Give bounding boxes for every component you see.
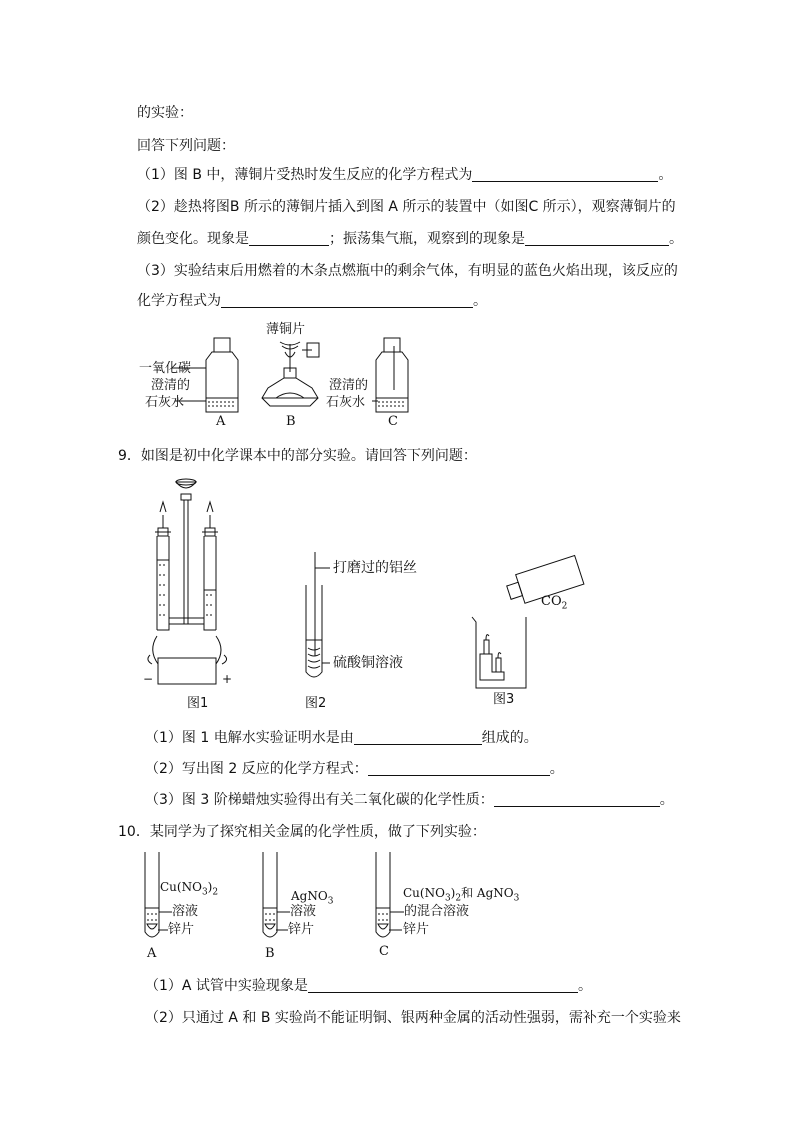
label-aluminum-wire: 打磨过的铝丝: [333, 560, 417, 576]
q8-part2-end: 。: [669, 231, 683, 247]
a-sol-tail: ): [207, 880, 213, 894]
c-sol-sub3: 3: [513, 893, 520, 904]
q8-intro-tail: 的实验：: [137, 105, 193, 121]
caption-fig2: 图2: [305, 696, 327, 711]
q10-part1-answer-blank[interactable]: [308, 978, 578, 993]
q9-part1-text: （1）图 1 电解水实验证明水是由: [145, 730, 354, 746]
q9-part1-end: 组成的。: [481, 730, 538, 746]
label-carbon-monoxide: 一氧化碳: [139, 361, 192, 376]
caption-b: B: [286, 414, 296, 429]
caption-tube-b: B: [265, 946, 275, 961]
label-lime-a-2: 石灰水: [145, 395, 185, 410]
label-copper-sheet: 薄铜片: [266, 322, 306, 337]
caption-a: A: [216, 414, 226, 429]
a-sol-sub: 3: [201, 887, 208, 898]
q10-part1-end: 。: [577, 978, 592, 994]
q8-part2-text: 颜色变化。现象是: [137, 231, 249, 247]
c-sol-tail: ): [450, 886, 456, 900]
label-copper-sulfate: 硫酸铜溶液: [333, 655, 403, 671]
q8-part3-text: 化学方程式为: [137, 293, 221, 309]
label-lime-c-2: 石灰水: [326, 395, 366, 410]
label-a-solution-word: 溶液: [172, 904, 199, 919]
label-b-solution-word: 溶液: [290, 904, 317, 919]
c-sol-sub: 3: [444, 893, 451, 904]
minus-sign: −: [143, 672, 154, 686]
c-sol-text: Cu(NO: [403, 886, 445, 900]
b-sol-text: AgNO: [291, 889, 328, 903]
q9-title: 9．如图是初中化学课本中的部分实验。请回答下列问题：: [118, 448, 477, 464]
plus-sign: +: [222, 672, 233, 686]
q10-part1-text: （1）A 试管中实验现象是: [145, 978, 308, 994]
q8-prompt: 回答下列问题：: [137, 138, 235, 154]
q10-part2: （2）只通过 A 和 B 实验尚不能证明铜、银两种金属的活动性强弱，需补充一个实验来: [145, 1010, 681, 1026]
q8-part3-line1: （3）实验结束后用燃着的木条点燃瓶中的剩余气体，有明显的蓝色火焰出现，该反应的: [137, 263, 678, 279]
caption-fig3: 图3: [493, 692, 515, 707]
a-sol-text: Cu(NO: [160, 880, 202, 894]
q9-part2-text: （2）写出图 2 反应的化学方程式：: [145, 761, 368, 777]
co2-sub: 2: [561, 601, 568, 612]
label-b-zinc: 锌片: [288, 922, 315, 937]
tube-b: [263, 852, 290, 937]
a-sol-sub2: 2: [212, 887, 219, 898]
label-lime-a-1: 澄清的: [151, 378, 191, 393]
label-a-zinc: 锌片: [168, 922, 195, 937]
q9-part3-end: 。: [659, 792, 674, 808]
q9-part2-end: 。: [549, 761, 564, 777]
q8-part3-end: 。: [473, 293, 487, 309]
q8-part2-line1: （2）趁热将图B 所示的薄铜片插入到图 A 所示的装置中（如图C 所示），观察薄铜片的: [137, 199, 676, 215]
label-c-solution-word: 的混合溶液: [404, 904, 470, 919]
q8-part1-text: （1）图 B 中，薄铜片受热时发生反应的化学方程式为: [137, 167, 473, 183]
q10-title: 10．某同学为了探究相关金属的化学性质，做了下列实验：: [118, 824, 486, 840]
caption-tube-a: A: [147, 946, 157, 961]
label-a-solution: [160, 880, 218, 900]
q8-part1-end: 。: [658, 167, 673, 183]
caption-fig1: 图1: [187, 696, 209, 711]
tube-c: [376, 852, 404, 937]
b-sol-sub: 3: [327, 896, 334, 907]
label-c-zinc: 锌片: [403, 922, 430, 937]
c-sol-and: 和 AgNO: [461, 886, 514, 900]
co2-text: CO: [541, 594, 562, 609]
q8-part2-mid: ；振荡集气瓶，观察到的现象是: [329, 231, 525, 247]
q9-part3-text: （3）图 3 阶梯蜡烛实验得出有关二氧化碳的化学性质：: [145, 792, 494, 808]
caption-tube-c: C: [379, 944, 389, 959]
caption-c: C: [388, 414, 398, 429]
q10-part1: [145, 976, 592, 996]
c-sol-sub2: 2: [455, 893, 462, 904]
label-lime-c-1: 澄清的: [329, 378, 369, 393]
